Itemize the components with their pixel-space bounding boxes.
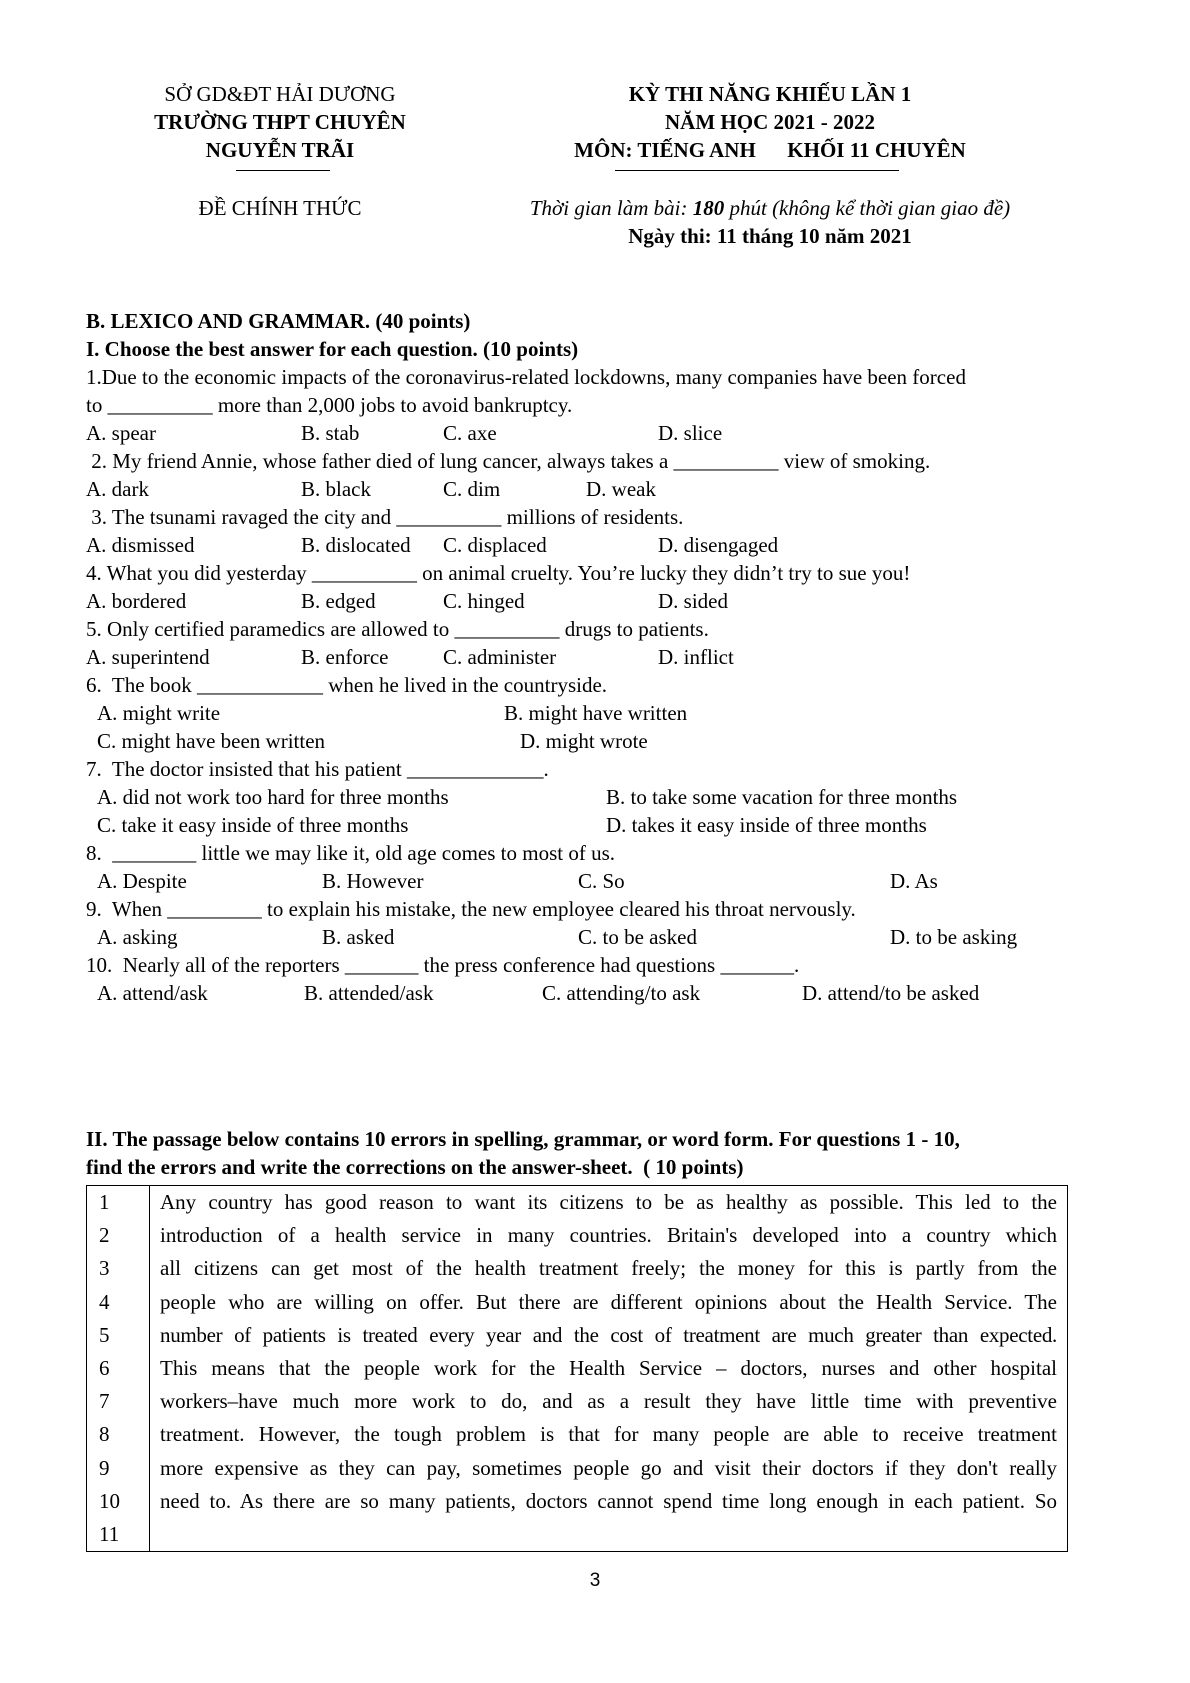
- q8-option-a: A. Despite: [97, 869, 187, 893]
- question-6: 6. The book ____________ when he lived in the countryside.: [86, 673, 608, 697]
- q1-option-a: A. spear: [86, 421, 156, 445]
- passage-text-column: [150, 1186, 1068, 1552]
- passage-line-empty: [160, 1518, 1057, 1551]
- passage-line: Any country has good reason to want its citizens to be as healthy as possible. This led to the: [160, 1190, 1057, 1214]
- q10-option-c: C. attending/to ask: [542, 981, 701, 1005]
- exam-date: Ngày thi: 11 tháng 10 năm 2021: [628, 224, 912, 248]
- line-number: 7: [99, 1389, 110, 1414]
- q9-option-d: D. to be asking: [890, 925, 1018, 949]
- school-year: NĂM HỌC 2021 - 2022: [665, 110, 875, 134]
- passage-line: people who are willing on offer. But there are different opinions about the Health Service. The: [160, 1289, 1057, 1314]
- q7-option-d: D. takes it easy inside of three months: [606, 813, 927, 837]
- passage-line: all citizens can get most of the health treatment freely; the money for this is partly from the: [160, 1256, 1057, 1281]
- question-8: 8. ________ little we may like it, old age comes to most of us.: [86, 841, 616, 865]
- q7-option-b: B. to take some vacation for three months: [606, 785, 958, 809]
- dept-name: SỞ GD&ĐT HẢI DƯƠNG: [164, 82, 396, 106]
- q7-option-c: C. take it easy inside of three months: [97, 813, 409, 837]
- passage-line: This means that the people work for the Health Service – doctors, nurses and other hospital: [160, 1355, 1057, 1380]
- header-right-rule: [615, 170, 899, 171]
- q1-option-b: B. stab: [301, 421, 360, 445]
- school-name-line1: TRƯỜNG THPT CHUYÊN: [154, 110, 406, 134]
- q9-option-b: B. asked: [322, 925, 395, 949]
- q10-option-a: A. attend/ask: [97, 981, 208, 1005]
- q6-option-d: D. might wrote: [520, 729, 648, 753]
- part2-title-line1: II. The passage below contains 10 errors in spelling, grammar, or word form. For questions 1 - 10,: [86, 1127, 960, 1151]
- header-left-rule: [236, 170, 330, 171]
- line-number: 5: [99, 1322, 110, 1347]
- q10-option-d: D. attend/to be asked: [802, 981, 980, 1005]
- question-3: 3. The tsunami ravaged the city and __________ millions of residents.: [86, 505, 684, 529]
- q6-option-b: B. might have written: [504, 701, 688, 725]
- q1-option-c: C. axe: [443, 421, 497, 445]
- q5-option-a: A. superintend: [86, 645, 210, 669]
- q4-option-b: B. edged: [301, 589, 376, 613]
- passage-line: treatment. However, the tough problem is that for many people are able to receive treatment: [160, 1422, 1057, 1447]
- time-suffix: phút (không kể thời gian giao đề): [724, 196, 1011, 220]
- passage-table: [86, 1185, 1068, 1552]
- section-title: B. LEXICO AND GRAMMAR. (40 points): [86, 309, 471, 333]
- q8-option-b: B. However: [322, 869, 424, 893]
- q5-option-c: C. administer: [443, 645, 557, 669]
- q2-option-d: D. weak: [586, 477, 656, 501]
- subject-line: MÔN: TIẾNG ANH KHỐI 11 CHUYÊN: [574, 138, 966, 162]
- q3-option-b: B. dislocated: [301, 533, 411, 557]
- time-value: 180: [692, 196, 725, 220]
- part1-title: I. Choose the best answer for each question. (10 points): [86, 337, 579, 361]
- passage-line: introduction of a health service in many countries. Britain's developed into a country which: [160, 1223, 1057, 1248]
- q8-option-d: D. As: [890, 869, 938, 893]
- question-1-line2: to __________ more than 2,000 jobs to avoid bankruptcy.: [86, 393, 573, 417]
- time-prefix: Thời gian làm bài:: [529, 196, 693, 220]
- line-number: 9: [99, 1455, 110, 1480]
- q6-option-c: C. might have been written: [97, 729, 326, 753]
- q5-option-d: D. inflict: [658, 645, 734, 669]
- line-number: 11: [99, 1521, 120, 1546]
- q6-option-a: A. might write: [97, 701, 221, 725]
- line-number: 3: [99, 1256, 110, 1281]
- question-1-line1: 1.Due to the economic impacts of the coronavirus-related lockdowns, many companies have been forced: [86, 365, 966, 389]
- q2-option-a: A. dark: [86, 477, 149, 501]
- question-9: 9. When _________ to explain his mistake, the new employee cleared his throat nervously.: [86, 897, 856, 921]
- passage-line: more expensive as they can pay, sometimes people go and visit their doctors if they don't really: [160, 1455, 1057, 1480]
- q8-option-c: C. So: [578, 869, 625, 893]
- part2-title-line2: find the errors and write the corrections on the answer-sheet. ( 10 points): [86, 1155, 744, 1179]
- line-number: 10: [99, 1488, 120, 1513]
- passage-line: need to. As there are so many patients, doctors cannot spend time long enough in each patient. So: [160, 1488, 1057, 1513]
- passage-line: workers–have much more work to do, and as a result they have little time with preventive: [160, 1389, 1057, 1414]
- official-label: ĐỀ CHÍNH THỨC: [198, 196, 362, 220]
- exam-title: KỲ THI NĂNG KHIẾU LẦN 1: [628, 82, 912, 106]
- q4-option-a: A. bordered: [86, 589, 187, 613]
- line-number: 6: [99, 1355, 110, 1380]
- q2-option-c: C. dim: [443, 477, 501, 501]
- q3-option-c: C. displaced: [443, 533, 547, 557]
- question-10: 10. Nearly all of the reporters _______ the press conference had questions _______.: [86, 953, 800, 977]
- q5-option-b: B. enforce: [301, 645, 389, 669]
- q2-option-b: B. black: [301, 477, 371, 501]
- question-7: 7. The doctor insisted that his patient _____________.: [86, 757, 549, 781]
- line-number: 4: [99, 1289, 110, 1314]
- q3-option-d: D. disengaged: [658, 533, 779, 557]
- question-4: 4. What you did yesterday __________ on animal cruelty. You’re lucky they didn’t try to sue you!: [86, 561, 911, 585]
- school-name-line2: NGUYỄN TRÃI: [205, 138, 355, 162]
- line-numbers-column: [87, 1186, 150, 1552]
- time-line: [450, 196, 1090, 221]
- q10-option-b: B. attended/ask: [304, 981, 434, 1005]
- question-2: 2. My friend Annie, whose father died of lung cancer, always takes a __________ view of smoking.: [86, 449, 931, 473]
- line-number: 2: [99, 1223, 110, 1248]
- q3-option-a: A. dismissed: [86, 533, 195, 557]
- q1-option-d: D. slice: [658, 421, 723, 445]
- q4-option-c: C. hinged: [443, 589, 525, 613]
- q9-option-c: C. to be asked: [578, 925, 697, 949]
- line-number: 1: [99, 1190, 110, 1214]
- question-5: 5. Only certified paramedics are allowed to __________ drugs to patients.: [86, 617, 709, 641]
- line-number: 8: [99, 1422, 110, 1447]
- page-number: 3: [589, 1570, 601, 1591]
- q4-option-d: D. sided: [658, 589, 728, 613]
- passage-line: number of patients is treated every year and the cost of treatment are much greater than expected.: [160, 1322, 1057, 1347]
- q7-option-a: A. did not work too hard for three months: [97, 785, 449, 809]
- q9-option-a: A. asking: [97, 925, 178, 949]
